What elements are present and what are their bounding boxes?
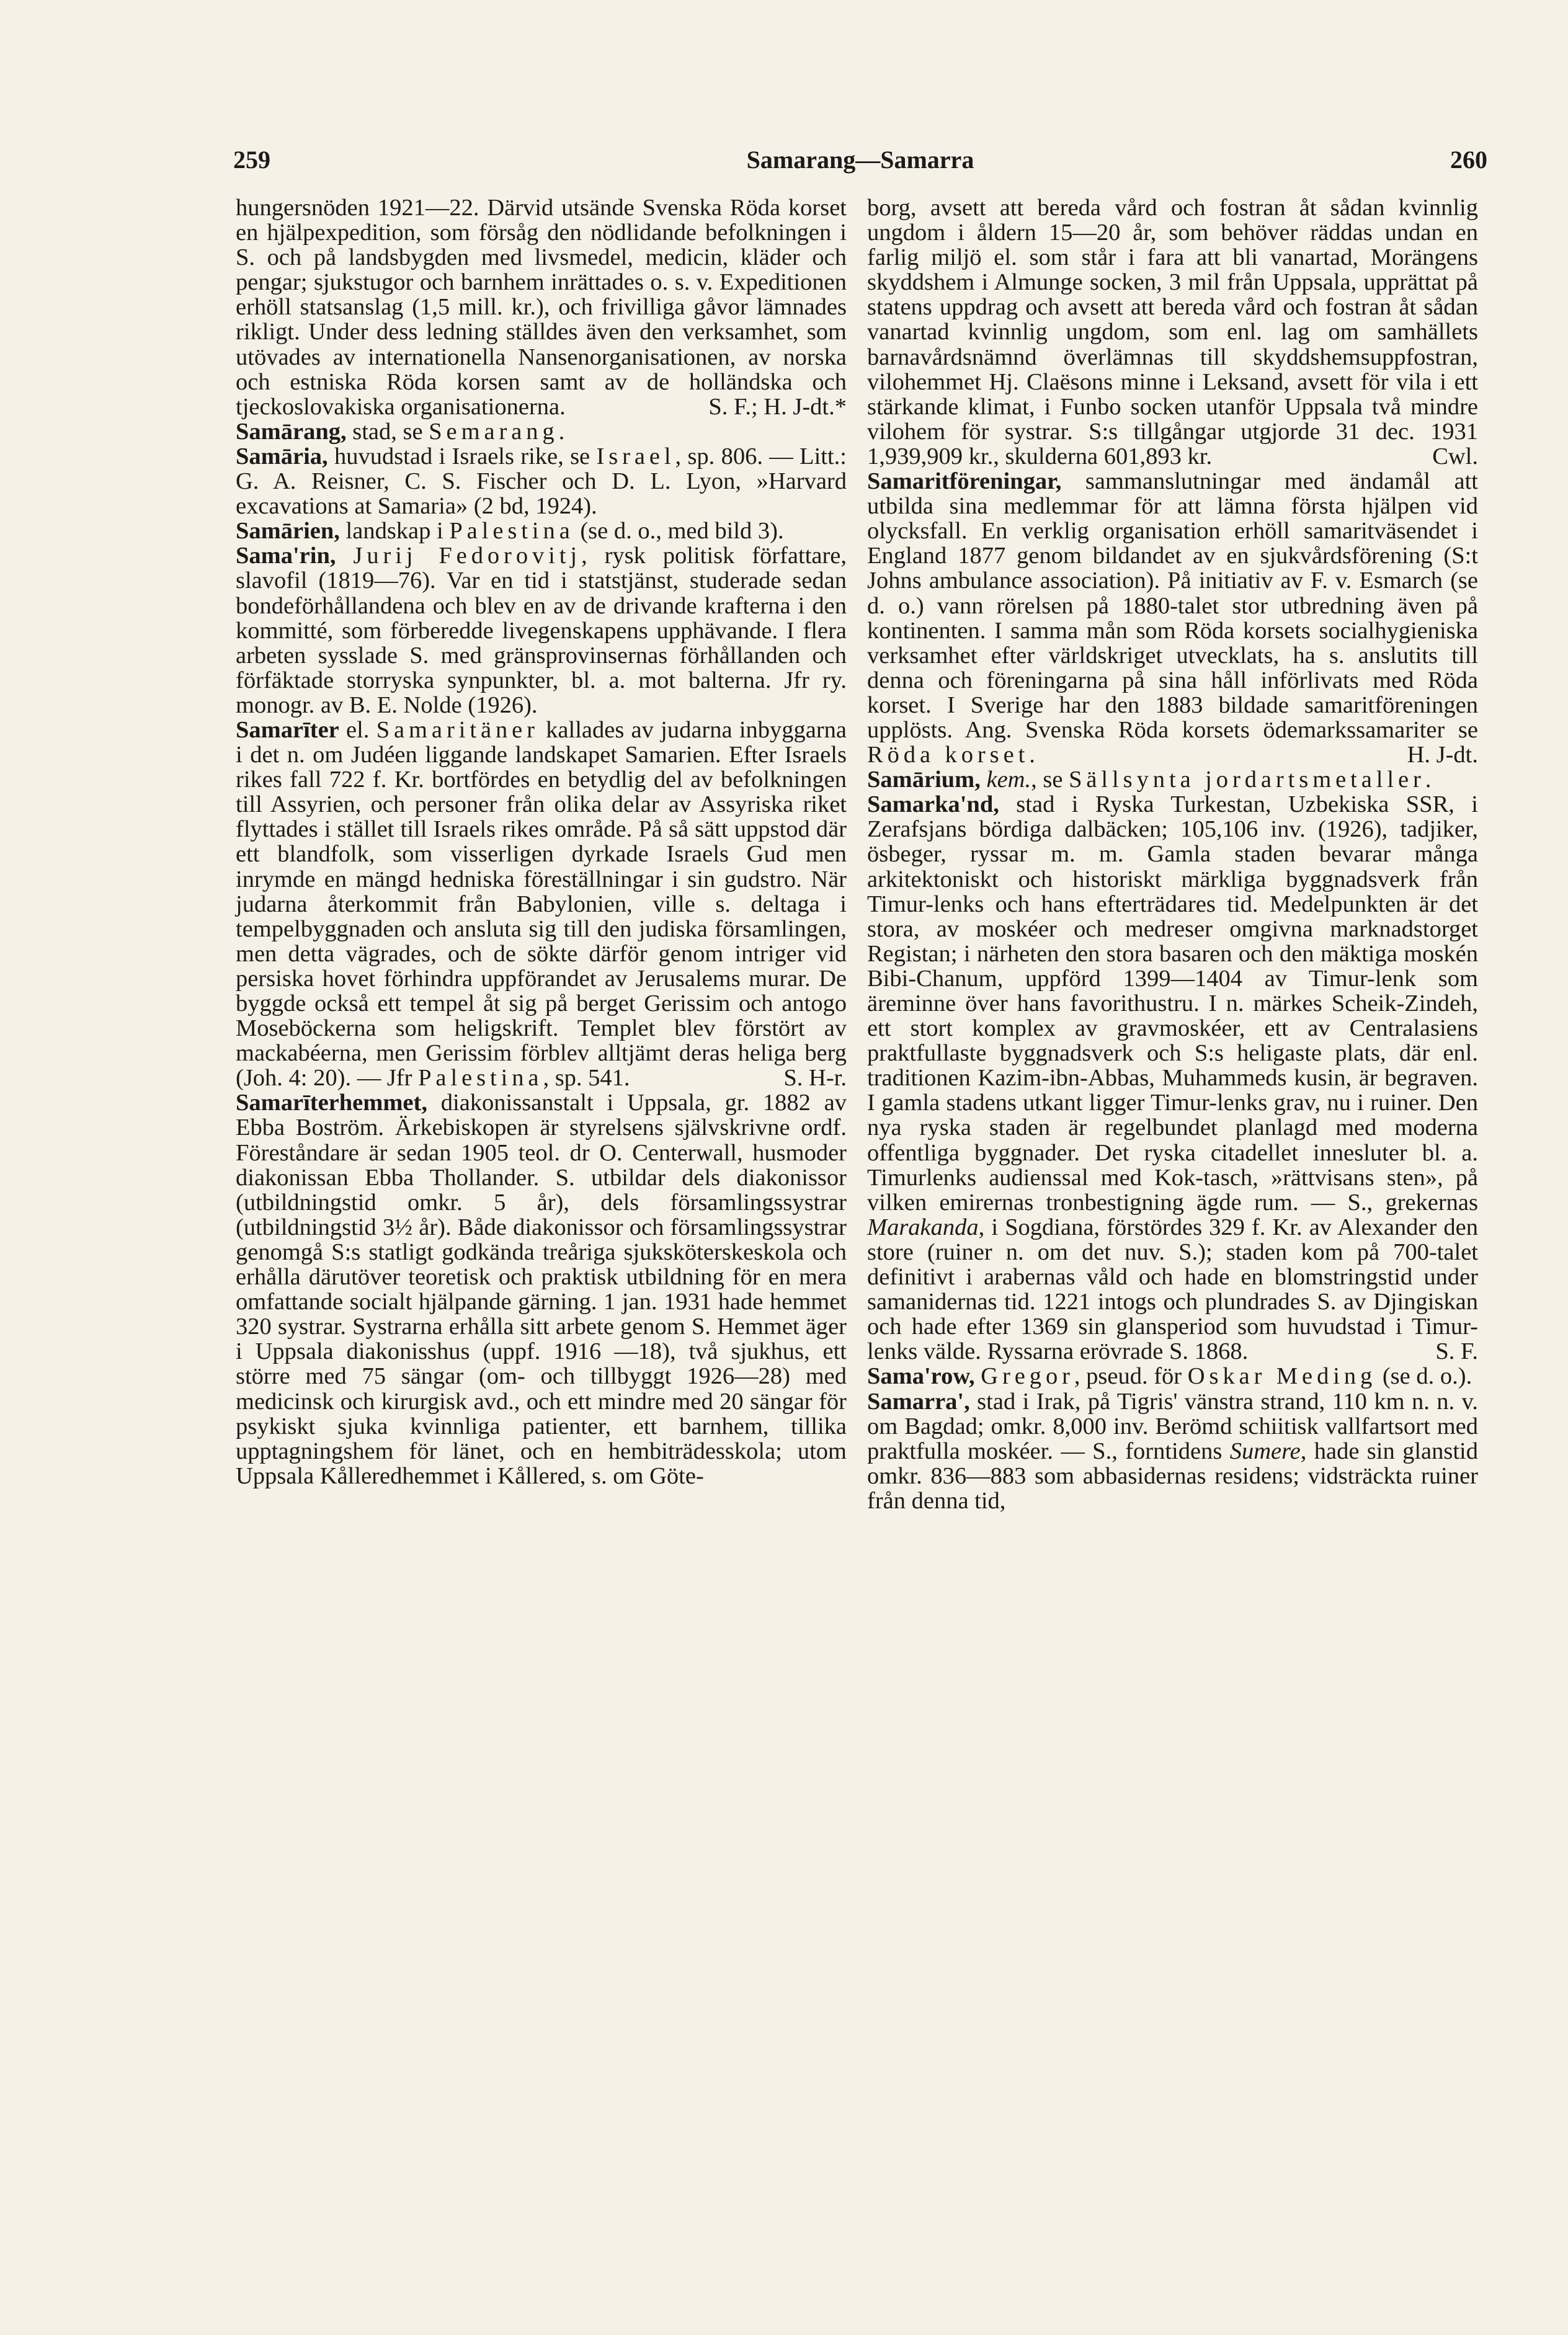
- entry-text: .: [1425, 767, 1432, 793]
- author-signature: Cwl.: [1432, 443, 1478, 469]
- right-column: [867, 195, 1478, 1513]
- entry-text: sammanslutningar med ändamål att utbilda sina medlemmar för att lämna första hjälpen vid olycksfall. En verklig organisation erhöll samaritväsendet i England 1877 genom bildandet av en sjukvårdsförening (S:t Johns ambulance association). På initiativ av F. v. Esmarch (se d. o.) vann rörelsen på 1880-talet stor utbredning även på kontinenten. I samma mån som Röda korsets socialhygieniska verksamhet efter världskriget utvecklats, ha s. anslutits till denna och föreningarna på sina håll införlivats med Röda korset. I Sverige har den 1883 bildade samaritföreningen upplösts. Ang. Svenska Röda korsets ödemarkssamariter se: [867, 468, 1478, 743]
- headword: Samaritföreningar,: [867, 468, 1062, 495]
- entry-text: kallades av judarna inbyggarna i det n. om Judéen liggande landskapet Samarien. Efter Israels rikes fall 722 f. Kr. bortfördes en betydlig del av befolkningen till Assyrien, och personer från olika delar av Assyriska riket flyttades i stället till Israels rikes område. På så sätt uppstod där ett blandfolk, som visserligen dyrkade Israels Gud men inrymde en mängd hedniska föreställningar i sin gudstro. När judarna återkommit från Babylonien, ville s. deltaga i tempelbyggnaden och ansluta sig till den judiska församlingen, men detta vägrades, och de sökte därför genom intriger vid persiska hovet förhindra uppförandet av Jerusalems murar. De byggde också ett tempel åt sig på berget Gerissim och antogo Moseböckerna som heligskrift. Templet blev förstört av mackabéerna, men Gerissim förblev alltjämt deras heliga berg (Joh. 4: 20). — Jfr: [236, 716, 847, 1092]
- entry-text: stad, se: [352, 418, 423, 445]
- entry-text: .: [558, 418, 565, 445]
- entry-samariterhemmet: [236, 1090, 847, 1488]
- entry-samaria: [236, 444, 847, 518]
- entry-samarang: [236, 419, 847, 444]
- entry-text: borg, avsett att bereda vård och fostran åt sådan kvinnlig ungdom i åldern 15—20 år, som behöver räddas undan en farlig miljö el. som står i fara att bli vanartad, Morängens skyddshem i Almunge socken, 3 mil från Uppsala, upprättat på statens uppdrag och avsett att bereda vård och fostran åt sådan vanartad kvinnlig ungdom, som enl. lag om samhällets barnavårdsnämnd överlämnas till skyddshemsuppfostran, vilohemmet Hj. Claësons minne i Leksand, avsett för vila i ett stärkande klimat, i Funbo socken utanför Uppsala två mindre vilohem för systrar. S:s tillgångar utgjorde 31 dec. 1931 1,939,909 kr., skulderna 601,893 kr.: [867, 195, 1478, 469]
- person-name: Gregor: [981, 1363, 1074, 1390]
- entry-text: , se: [1031, 767, 1063, 793]
- subject-tag: kem.: [986, 767, 1031, 793]
- headword: Sama'row,: [867, 1363, 975, 1390]
- entry-text: .: [1029, 742, 1035, 768]
- entry-text: landskap i: [345, 518, 443, 545]
- headword: Samarīter: [236, 716, 339, 743]
- entry-continuation: [867, 195, 1478, 469]
- entry-samarin: [236, 543, 847, 718]
- headword: Samārium,: [867, 767, 981, 793]
- headword: Samarra',: [867, 1388, 970, 1415]
- page-header: [233, 145, 1487, 182]
- page-number-left: 259: [233, 146, 270, 174]
- cross-reference[interactable]: Palestina: [418, 1065, 543, 1092]
- cross-reference[interactable]: Oskar Meding: [1187, 1363, 1377, 1390]
- entry-text: (se d. o.).: [1376, 1363, 1472, 1390]
- entry-samaritforeningar: [867, 469, 1478, 767]
- author-signature: H. J-dt.: [1407, 742, 1478, 768]
- ancient-name: Marakanda: [867, 1214, 979, 1240]
- cross-reference[interactable]: Semarang: [429, 418, 559, 445]
- entry-text: , rysk politisk författare, slavofil (1819—76). Var en tid i statstjänst, studerade sedan bondeförhållandena och blev en av de drivande krafterna i den kommitté, som förberedde livegenskapens upphävande. I flera arbeten sysslade S. med gränsprovinsernas förhållanden och förfäktade storryska synpunkter, bl. a. mot balterna. Jfr ry. monogr. av B. E. Nolde (1926).: [236, 543, 847, 718]
- ancient-name: Sumere: [1229, 1438, 1301, 1464]
- author-signature: S. H-r.: [783, 1065, 847, 1092]
- entry-text: (se d. o., med bild 3).: [574, 518, 784, 545]
- entry-text: stad i Irak, på Tigris' vänstra strand, 110 km n. n. v. om Bagdad; omkr. 8,000 inv. Berömd schiitisk vallfartsort med praktfulla moskéer. — S., forntidens: [867, 1388, 1478, 1464]
- entry-text: el.: [346, 716, 370, 743]
- headword: Samārien,: [236, 518, 340, 545]
- cross-reference[interactable]: Israel: [596, 443, 675, 469]
- entry-text: , sp. 541.: [543, 1065, 630, 1092]
- entry-text: hungersnöden 1921—22. Därvid utsände Svenska Röda korset en hjälpexpedition, som försåg den nödlidande befolkningen i S. och på landsbygden med livsmedel, medicin, kläder och pengar; sjukstugor och barnhem inrättades o. s. v. Expeditionen erhöll statsanslag (1,5 mill. kr.), och frivilliga gåvor lämnades rikligt. Under dess ledning ställdes även den verksamhet, som utövades av internationella Nansenorganisationen, av norska och estniska Röda korsen samt av de holländska och tjeckoslovakiska organisationerna.: [236, 195, 847, 420]
- headword: Sama'rin,: [236, 543, 336, 569]
- entry-text: huvudstad i Israels rike, se: [334, 443, 590, 469]
- headword: Samarka'nd,: [867, 791, 999, 818]
- headword: Samāria,: [236, 443, 328, 469]
- person-name: Jurij Fedorovitj: [353, 543, 582, 569]
- running-title: Samarang—Samarra: [746, 146, 974, 174]
- alt-term: Samaritäner: [376, 716, 539, 743]
- entry-text: stad i Ryska Turkestan, Uzbekiska SSR, i Zerafsjans bördiga dalbäcken; 105,106 inv. (1926), tadjiker, ösbeger, ryssar m. m. Gamla staden bevarar många arkitektoniskt och historiskt märkliga byggnadsverk från Timur-lenks och hans efterträdares tid. Medelpunkten är det stora, av moskéer och medreser omgivna marknadstorget Registan; i närheten den stora basaren och den mäktiga moskén Bibi-Chanum, uppförd 1399—1404 av Timur-lenk som äreminne över hans favorithustru. I n. märkes Scheik-Zindeh, ett stort komplex av gravmoskéer, ett av Centralasiens praktfullaste byggnadsverk och S:s heligaste plats, där enl. traditionen Kazim-ibn-Abbas, Muhammeds kusin, är begraven. I gamla stadens utkant ligger Timur-lenks grav, nu i ruiner. Den nya ryska staden är regelbundet planlagd med moderna offentliga byggnader. Det ryska citadellet innesluter bl. a. Timurlenks audienssal med Kok-tasch, »rättvisans sten», på vilken emirernas tronbestigning ägde rum. — S., grekernas: [867, 791, 1478, 1216]
- entry-samarien: [236, 518, 847, 543]
- cross-reference[interactable]: Sällsynta jordartsmetaller: [1069, 767, 1425, 793]
- cross-reference[interactable]: Röda korset: [867, 742, 1030, 768]
- headword: Samarīterhemmet,: [236, 1090, 427, 1116]
- entry-text: diakonissanstalt i Uppsala, gr. 1882 av Ebba Boström. Ärkebiskopen är styrelsens självskrivne ordf. Föreståndare är sedan 1905 teol. dr O. Centerwall, husmoder diakonissan Ebba Thollander. S. utbildar dels diakonissor (utbildningstid omkr. 5 år), dels församlingssystrar (utbildningstid 3½ år). Både diakonissor och församlingssystrar genomgå S:s statligt godkända treåriga sjuksköterskeskola och erhålla därutöver teoretisk och praktisk utbildning för en mera omfattande socialt hjälpande gärning. 1 jan. 1931 hade hemmet 320 systrar. Systrarna erhålla sitt arbete genom S. Hemmet äger i Uppsala diakonisshus (uppf. 1916 —18), två sjukhus, ett större med 75 sängar (om- och tillbyggt 1926—28) med medicinsk och kirurgisk avd., och ett mindre med 20 sängar för psykiskt sjuka kvinnliga patienter, ett barnhem, tillika upptagningshem för länet, och en hembiträdesskola; utom Uppsala Kålleredhemmet i Kållered, s. om Göte-: [236, 1090, 847, 1489]
- author-signature: S. F.; H. J-dt.*: [708, 393, 847, 420]
- author-signature: S. F.: [1435, 1338, 1478, 1365]
- entry-continuation: [236, 195, 847, 419]
- entry-text: , i Sogdiana, förstördes 329 f. Kr. av Alexander den store (ruiner n. om det nuv. S.); staden kom på 700-talet definitivt i arabernas våld och hade en blomstringstid under samanidernas tid. 1221 intogs och plundrades S. av Djingiskan och hade efter 1369 sin glansperiod som huvudstad i Timur-lenks välde. Ryssarna erövrade S. 1868.: [867, 1214, 1478, 1365]
- entry-samarium: [867, 767, 1478, 792]
- entry-text: , pseud. för: [1074, 1363, 1182, 1390]
- left-column: [236, 195, 847, 1488]
- entry-samarkand: [867, 792, 1478, 1364]
- entry-samariter: [236, 718, 847, 1090]
- headword: Samārang,: [236, 418, 347, 445]
- entry-text: , sp. 806. — Litt.: G. A. Reisner, C. S. Fischer och D. L. Lyon, »Harvard excavations at Samaria» (2 bd, 1924).: [236, 443, 847, 520]
- cross-reference[interactable]: Palestina: [449, 518, 574, 545]
- entry-text: , hade sin glanstid omkr. 836—883 som abbasidernas residens; vidsträckta ruiner från denna tid,: [867, 1438, 1478, 1514]
- entry-samarow: [867, 1364, 1478, 1389]
- entry-samarra: [867, 1389, 1478, 1513]
- page-number-right: 260: [1450, 146, 1487, 174]
